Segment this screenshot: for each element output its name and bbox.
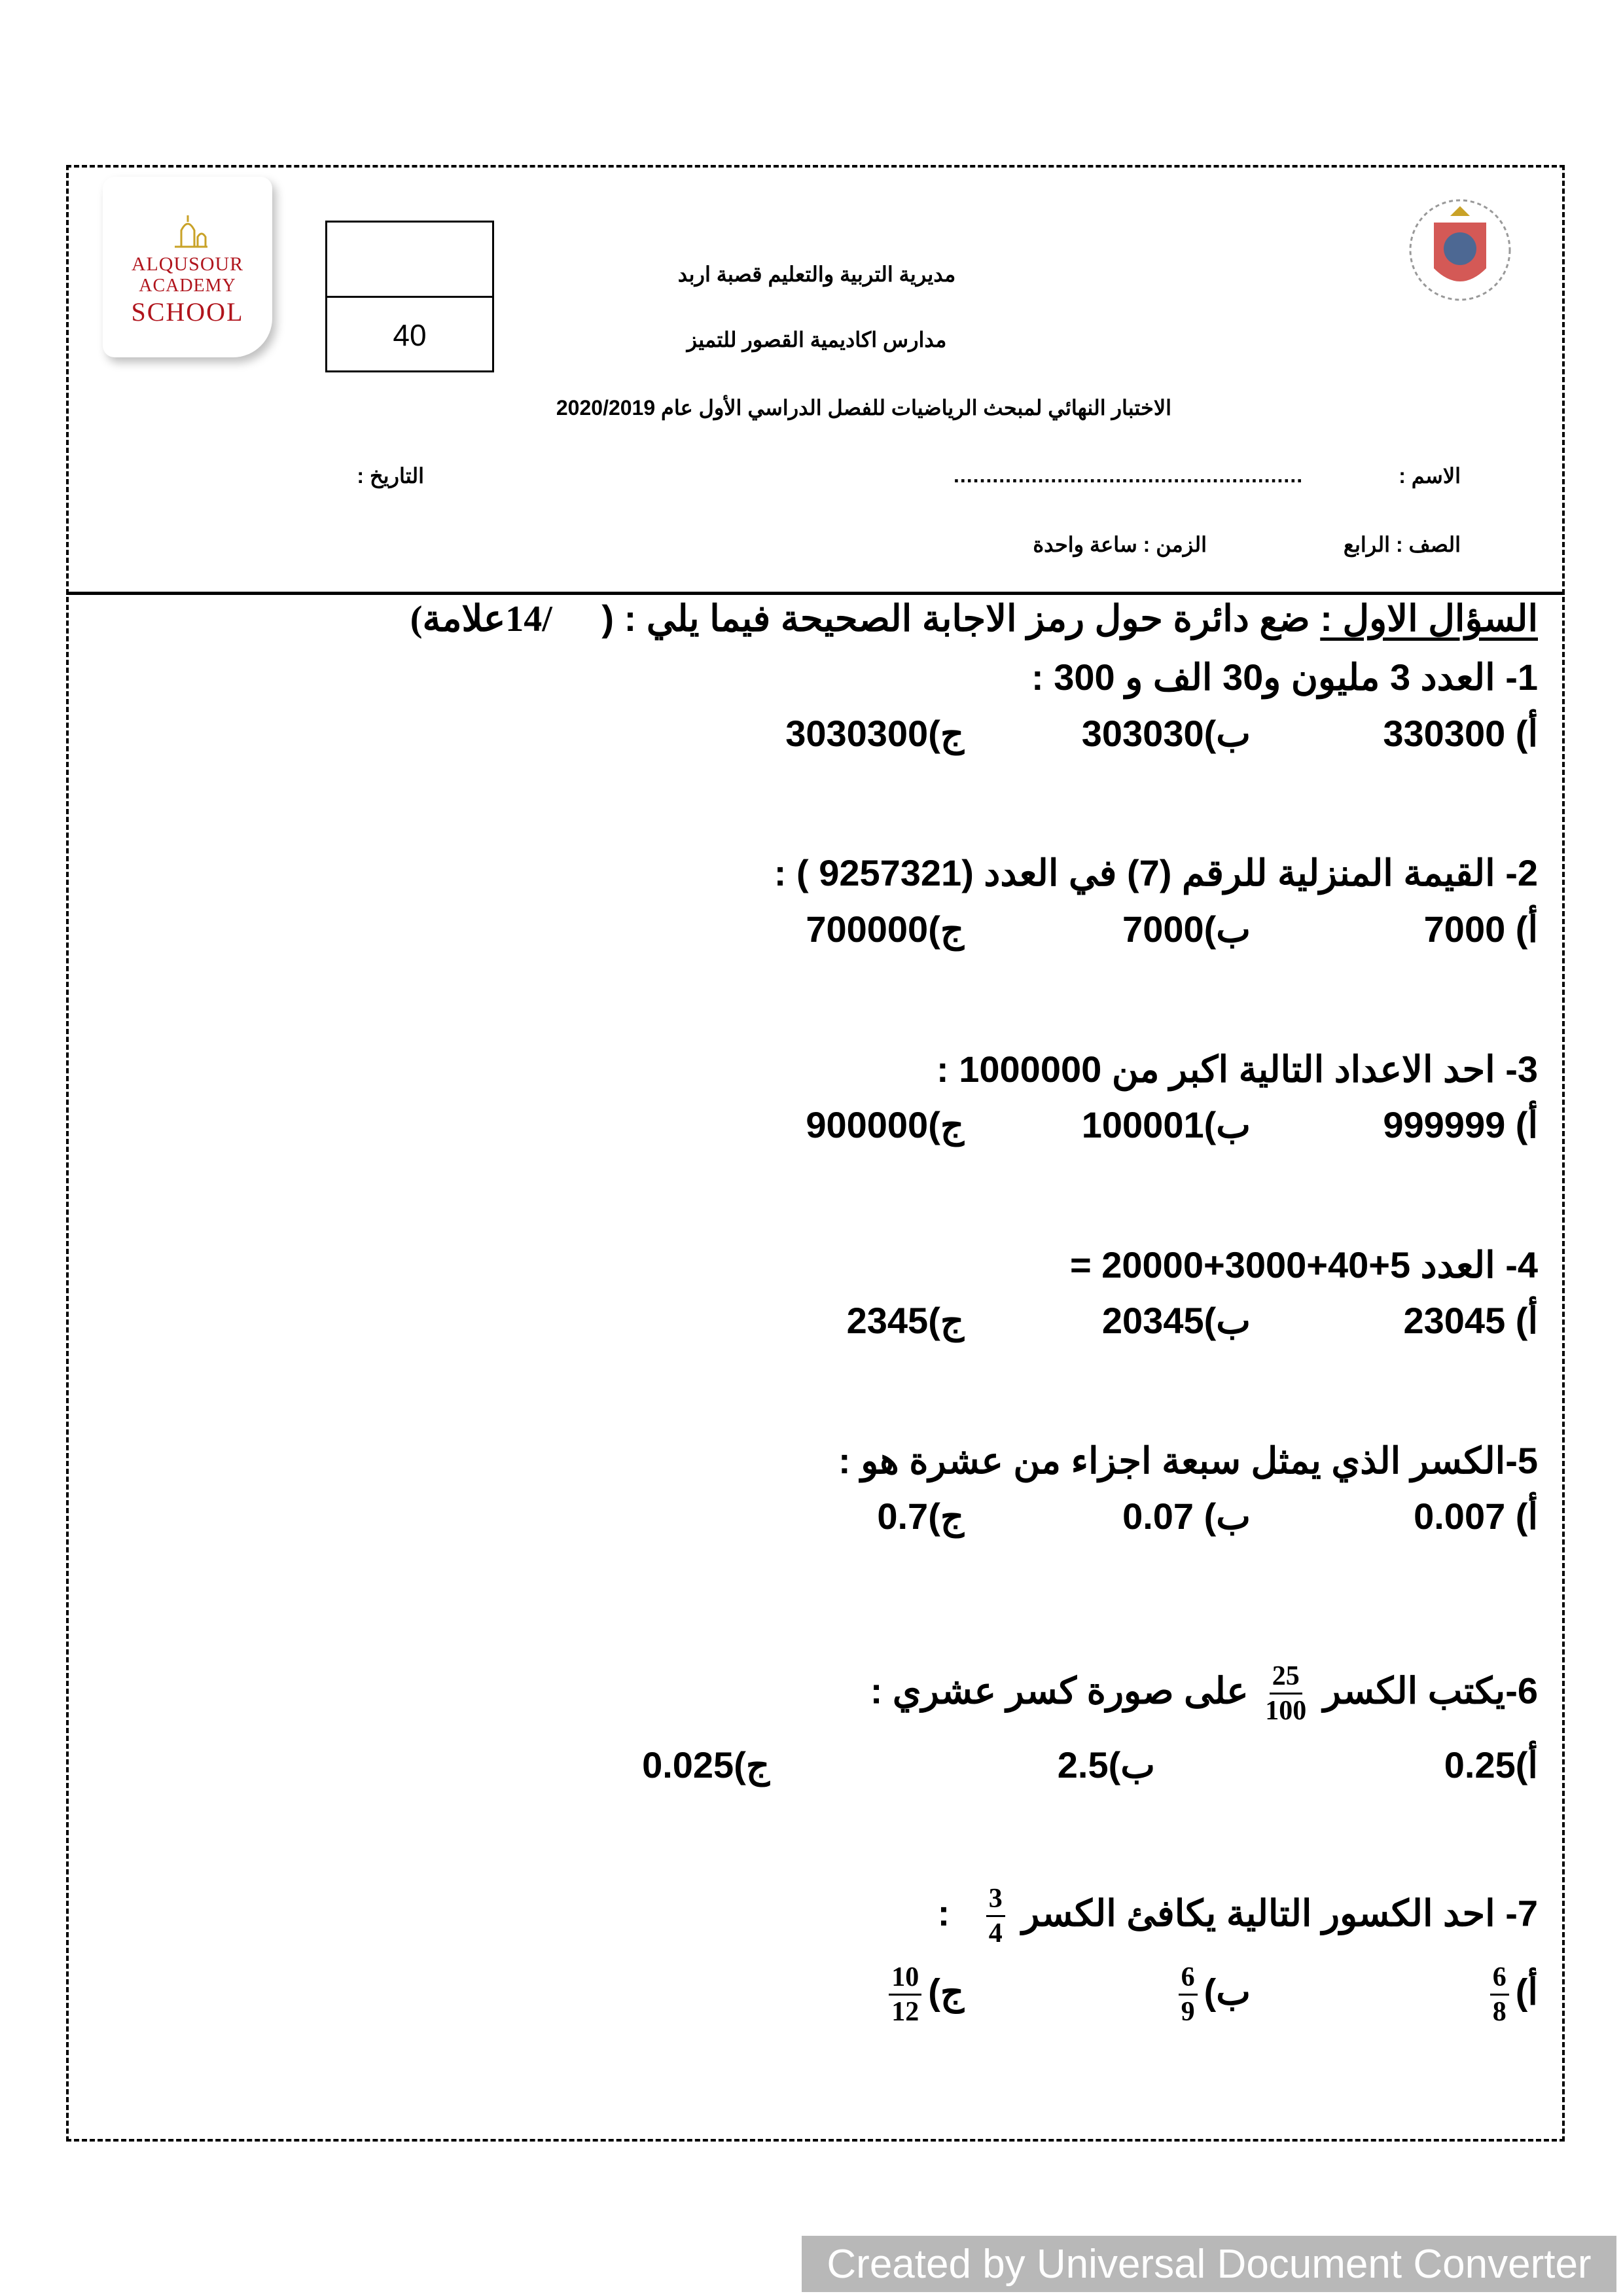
header-divider <box>66 592 1565 595</box>
option-b[interactable]: ب)100001 <box>1081 1104 1251 1145</box>
denominator: 4 <box>988 1918 1003 1948</box>
option-a[interactable]: أ) 999999 <box>1383 1104 1538 1145</box>
option-c[interactable]: ج)900000 <box>806 1104 964 1145</box>
option-c[interactable]: ج)700000 <box>806 908 964 950</box>
directorate-title: مديرية التربية والتعليم قصبة اربد <box>677 262 956 286</box>
denominator: 8 <box>1492 1997 1507 2027</box>
fraction <box>1265 1662 1306 1725</box>
option-a[interactable]: أ) 330300 <box>1383 713 1538 754</box>
option-a[interactable]: أ) 0.007 <box>1414 1496 1538 1537</box>
option-a[interactable]: أ) 7000 <box>1423 908 1538 950</box>
question-text-after: : <box>937 1892 950 1934</box>
option-b[interactable]: ب)7000 <box>1122 908 1251 950</box>
question-text-after: على صورة كسر عشري : <box>870 1670 1249 1712</box>
question-text: 2- القيمة المنزلية للرقم (7) في العدد (9257321 ) : <box>774 852 1538 893</box>
option-b[interactable]: ب)2.5 <box>1057 1744 1155 1785</box>
question1-instruction: ضع دائرة حول رمز الاجابة الصحيحة فيما يلي : ( <box>601 598 1310 639</box>
fraction <box>889 1964 921 2026</box>
denominator: 100 <box>1265 1696 1307 1726</box>
option-label: أ) <box>1515 1971 1538 2013</box>
ministry-emblem-icon <box>1398 196 1522 304</box>
question-text-before: 6-يكتب الكسر <box>1323 1670 1538 1712</box>
option-c[interactable]: ج)2345 <box>846 1300 964 1341</box>
exam-title: الاختبار النهائي لمبحث الرياضيات للفصل الدراسي الأول عام 2020/2019 <box>556 396 1171 420</box>
score-divider <box>327 296 492 298</box>
time-label: الزمن : ساعة واحدة <box>1033 533 1207 556</box>
option-label: ج) <box>928 1971 964 2013</box>
option-c[interactable]: ج)0.025 <box>642 1744 770 1785</box>
question-text <box>938 1885 1538 1947</box>
question-text: 4- العدد 5+40+3000+20000 = <box>1069 1244 1538 1285</box>
name-field[interactable]: ...................................................... <box>954 463 1304 487</box>
question-text-before: 7- احد الكسور التالية يكافئ الكسر <box>1022 1892 1538 1934</box>
option-a[interactable] <box>1484 1964 1538 2026</box>
fraction <box>1179 1964 1198 2026</box>
option-c[interactable]: ج)3030300 <box>785 713 964 754</box>
fraction <box>986 1885 1005 1947</box>
question1-marks: /14علامة) <box>410 599 552 639</box>
numerator: 25 <box>1270 1662 1302 1695</box>
numerator: 6 <box>1179 1964 1198 1996</box>
question-text: 5-الكسر الذي يمثل سبعة اجزاء من عشرة هو : <box>838 1440 1538 1481</box>
option-b[interactable] <box>1172 1964 1251 2026</box>
denominator: 9 <box>1181 1997 1195 2027</box>
question-text: 1- العدد 3 مليون و30 الف و 300 : <box>1031 656 1538 698</box>
numerator: 6 <box>1490 1964 1509 1996</box>
option-b[interactable]: ب) 0.07 <box>1122 1496 1251 1537</box>
option-c[interactable]: ج)0.7 <box>877 1496 964 1537</box>
watermark: Created by Universal Document Converter <box>802 2236 1616 2292</box>
logo-text: ALQUSOUR <box>131 253 244 275</box>
date-label: التاريخ : <box>357 464 424 488</box>
option-b[interactable]: ب)20345 <box>1101 1300 1251 1341</box>
school-name: مدارس اكاديمية القصور للتميز <box>687 328 947 351</box>
name-label: الاسم : <box>1399 464 1461 488</box>
question1-heading <box>410 597 1538 640</box>
denominator: 12 <box>891 1997 919 2027</box>
fraction <box>1490 1964 1509 2026</box>
class-label: الصف : الرابع <box>1343 533 1461 556</box>
numerator: 3 <box>986 1885 1005 1917</box>
question-text <box>870 1662 1538 1725</box>
question-text: 3- احد الاعداد التالية اكبر من 1000000 : <box>936 1049 1538 1090</box>
option-label: ب) <box>1204 1971 1251 2013</box>
page-border <box>66 165 1565 2142</box>
castle-icon <box>162 207 214 253</box>
numerator: 10 <box>889 1964 921 1996</box>
question1-title: السؤال الاول : <box>1320 598 1538 639</box>
score-total: 40 <box>393 318 427 352</box>
logo-text: SCHOOL <box>131 296 244 327</box>
option-b[interactable]: ب)303030 <box>1081 713 1251 754</box>
logo-text: ACADEMY <box>139 275 236 296</box>
option-c[interactable] <box>882 1964 964 2026</box>
option-a[interactable]: أ) 23045 <box>1403 1300 1538 1341</box>
option-a[interactable]: أ)0.25 <box>1444 1744 1538 1785</box>
